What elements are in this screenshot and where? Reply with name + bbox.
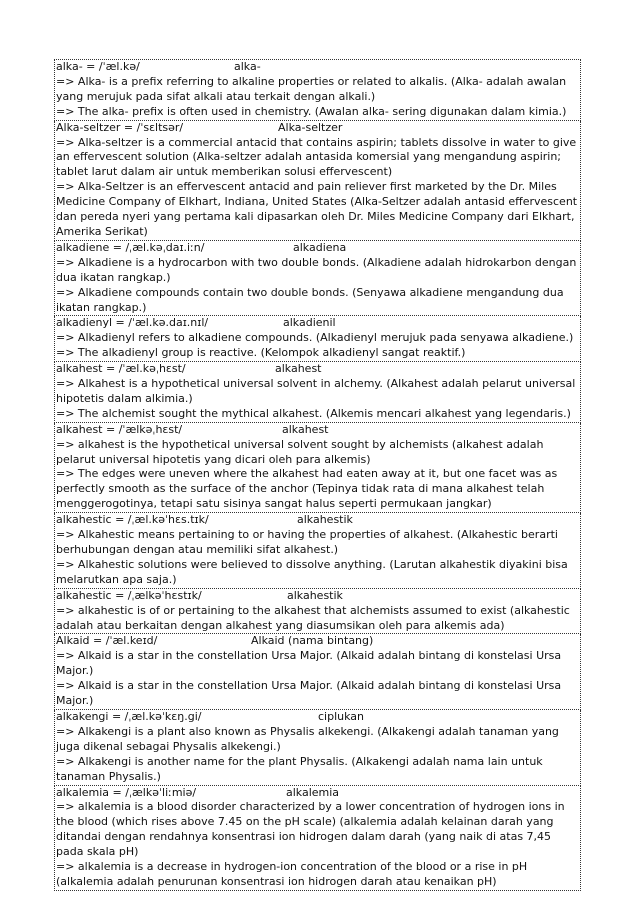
entry-term: alkadienyl = /ˈæl.kə.daɪ.nɪl/ — [56, 316, 209, 330]
entry-definition-line: => Alkahest is a hypothetical universal solvent in alchemy. (Alkahest adalah pelarut universal hipotetis dalam alkimia.) — [56, 377, 576, 405]
entry-term: alkahestic = /ˌælkəˈhɛstɪk/ — [56, 588, 202, 602]
entry-heading — [56, 241, 579, 256]
entry-translation: Alkaid (nama bintang) — [251, 634, 374, 648]
entry-definition-line: => Alkadienyl refers to alkadiene compounds. (Alkadienyl merujuk pada senyawa alkadiene.) — [56, 331, 574, 345]
dictionary-entry — [54, 423, 581, 513]
entry-term: Alkaid = /ˈæl.keɪd/ — [56, 634, 158, 648]
dictionary-entry — [54, 241, 581, 317]
entry-heading — [56, 710, 579, 725]
dictionary-entry — [54, 513, 581, 589]
entry-translation: alkahest — [275, 362, 322, 376]
entry-definition-line: => alkahest is the hypothetical universal solvent sought by alchemists (alkahest adalah pelarut universal hipotetis yang dicari oleh para alkemis) — [56, 437, 544, 466]
entry-translation: ciplukan — [318, 709, 365, 723]
entry-definition-line: => The edges were uneven where the alkahest had eaten away at it, but one facet was as perfectly smooth as the surface of the anchor (Tepinya tidak rata di mana alkahest telah menggerogotinya, tetapi satu sisinya sangat halus seperti permukaan jangkar) — [56, 467, 558, 511]
entry-translation: alkahestik — [297, 513, 353, 527]
dictionary-entry — [54, 589, 581, 635]
entry-heading — [56, 316, 579, 331]
entry-term: Alka-seltzer = /ˈsɛltsər/ — [56, 120, 184, 134]
entry-definition-line: => alkahestic is of or pertaining to the alkahest that alchemists assumed to exist (alkahestic adalah atau berkaitan dengan alkahest yang diasumsikan oleh para alkemis ada) — [56, 603, 570, 632]
entry-definition-line: => Alkakengi is a plant also known as Physalis alkekengi. (Alkakengi adalah tanaman yang juga dikenal sebagai Physalis alkekengi.) — [56, 724, 559, 753]
entry-definition-line: => Alka- is a prefix referring to alkaline properties or related to alkalis. (Alka- adalah awalan yang merujuk pada sifat alkali atau terkait dengan alkali.) — [56, 74, 567, 103]
dictionary-document — [54, 59, 581, 891]
entry-term: alkalemia = /ˌælkəˈliːmiə/ — [56, 785, 197, 799]
entry-translation: alka- — [234, 60, 261, 73]
entry-definition-line: => Alkakengi is another name for the plant Physalis. (Alkakengi adalah nama lain untuk tanaman Physalis.) — [56, 754, 543, 783]
entry-definition-line: => Alkahestic solutions were believed to dissolve anything. (Larutan alkahestik diyakini bisa melarutkan apa saja.) — [56, 557, 568, 586]
entry-heading — [56, 362, 579, 377]
entry-heading — [56, 121, 579, 136]
dictionary-entry — [54, 634, 581, 710]
entry-definition-line: => Alka-seltzer is a commercial antacid that contains aspirin; tablets dissolve in water to give an effervescent solution (Alka-seltzer adalah antasida komersial yang mengandung aspirin; tablet larut dalam air untuk memberikan solusi effervescent) — [56, 135, 577, 179]
dictionary-entry — [54, 786, 581, 891]
entry-definition-line: => Alkadiene compounds contain two double bonds. (Senyawa alkadiene mengandung dua ikatan rangkap.) — [56, 285, 564, 314]
entry-term: alkahest = /ˈæl.kəˌhɛst/ — [56, 362, 186, 376]
entry-definition-line: => The alchemist sought the mythical alkahest. (Alkemis mencari alkahest yang legendaris.) — [56, 406, 571, 420]
entry-heading — [56, 60, 579, 75]
entry-heading — [56, 513, 579, 528]
entry-definition-line: => Alkaid is a star in the constellation Ursa Major. (Alkaid adalah bintang di konstelasi Ursa Major.) — [56, 649, 562, 678]
entry-definition-line: => alkalemia is a decrease in hydrogen-ion concentration of the blood or a rise in pH (alkalemia adalah penurunan konsentrasi ion hidrogen darah atau kenaikan pH) — [56, 860, 528, 888]
entry-term: alkahest = /ˈælkəˌhɛst/ — [56, 422, 183, 436]
entry-heading — [56, 634, 579, 649]
entry-definition-line: => Alkaid is a star in the constellation Ursa Major. (Alkaid adalah bintang di konstelasi Ursa Major.) — [56, 679, 562, 708]
entry-translation: alkalemia — [286, 785, 340, 799]
dictionary-entry — [54, 316, 581, 362]
entry-term: alkahestic = /ˌæl.kəˈhɛs.tɪk/ — [56, 513, 209, 527]
entry-definition-line: => alkalemia is a blood disorder characterized by a lower concentration of hydrogen ions in the blood (which rises above 7.45 on the pH scale) (alkalemia adalah kelainan darah yang ditandai dengan rendahnya konsentrasi ion hidrogen dalam darah (yang naik di atas 7,45 pada skala pH) — [56, 800, 565, 859]
entry-definition-line: => Alkadiene is a hydrocarbon with two double bonds. (Alkadiene adalah hidrokarbon dengan dua ikatan rangkap.) — [56, 255, 577, 284]
entry-heading — [56, 423, 579, 438]
entry-term: alkakengi = /ˌæl.kəˈkɛŋ.gi/ — [56, 709, 202, 723]
entry-term: alkadiene = /ˌæl.kəˌdaɪ.iːn/ — [56, 240, 205, 254]
entry-heading — [56, 786, 579, 801]
entry-heading — [56, 589, 579, 604]
dictionary-entry — [54, 362, 581, 423]
entry-translation: alkahestik — [287, 588, 343, 602]
entry-translation: alkadiena — [293, 240, 347, 254]
entry-definition-line: => The alka- prefix is often used in chemistry. (Awalan alka- sering digunakan dalam kimia.) — [56, 104, 567, 118]
entry-definition-line: => The alkadienyl group is reactive. (Kelompok alkadienyl sangat reaktif.) — [56, 346, 466, 360]
dictionary-entry — [54, 121, 581, 241]
entry-definition-line: => Alkahestic means pertaining to or having the properties of alkahest. (Alkahestic berarti berhubungan dengan atau memiliki sifat alkahest.) — [56, 528, 558, 556]
entry-term: alka- = /ˈæl.kə/ — [56, 60, 140, 73]
entry-translation: Alka-seltzer — [278, 120, 343, 134]
dictionary-entry — [54, 60, 581, 121]
entry-translation: alkahest — [282, 422, 329, 436]
dictionary-entry — [54, 710, 581, 786]
entry-definition-line: => Alka-Seltzer is an effervescent antacid and pain reliever first marketed by the Dr. Miles Medicine Company of Elkhart, Indiana, United States (Alka-Seltzer adalah antasid effervescent dan pereda nyeri yang pertama kali dipasarkan oleh Dr. Miles Medicine Company dari Elkhart, Amerika Serikat) — [56, 180, 578, 238]
entry-translation: alkadienil — [283, 316, 336, 330]
